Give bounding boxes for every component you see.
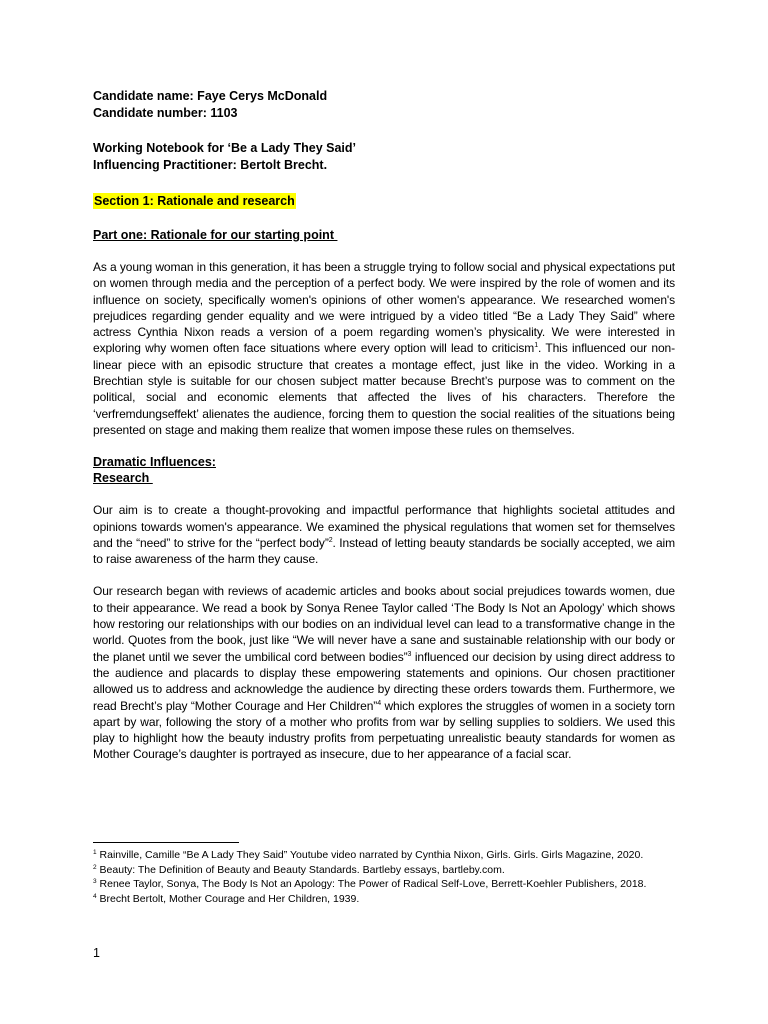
research-paragraph: Our research began with reviews of academic articles and books about social prejudices towards women, due to their appearance. We read a book by Sonya Renee Taylor called ‘The Body Is Not an Apology’ which shows how restoring our relationships with our bodies on an individual level can lead to a transformative change in the world. Quotes from the book, just like “We will never have a sane and sustainable relationship with our body or the planet until we sever the umbilical cord between bodies”$^3$ influenced our decision by using direct address to the audience and placards to display these empowering statements and opinions. Our chosen practitioner allowed us to address and acknowledge the audience by directing these orders towards them. Furthermore, we read Brecht’s play “Mother Courage and Her Children”$^4$ which explores the struggles of women in a society torn apart by war, following the story of a mother who profits from war by selling supplies to soldiers. We used this play to highlight how the beauty industry profits from perpetuating unrealistic beauty standards for women as Mother Courage’s daughter is portrayed as insecure, due to her appearance of a facial scar. (93, 584, 676, 762)
candidate-name: Candidate name: Faye Cerys McDonald (93, 89, 328, 103)
part-one-heading: Part one: Rationale for our starting point (93, 228, 338, 242)
footnote-ref-4: 4 (377, 699, 381, 707)
footnotes (93, 848, 677, 906)
practitioner: Influencing Practitioner: Bertolt Brecht. (93, 158, 328, 172)
page-number: 1 (93, 946, 100, 960)
dramatic-influences-heading: Dramatic Influences: (93, 455, 216, 470)
aim-paragraph: Our aim is to create a thought-provoking and impactful performance that highlights societal attitudes and opinions towards women's appearance. We examined the physical regulations that women set for themselves and the “need” to strive for the “perfect body”$^2$. Instead of letting beauty standards be socially accepted, we aim to raise awareness of the harm they cause. (93, 503, 675, 567)
rationale-paragraph: As a young woman in this generation, it has been a struggle trying to follow social and physical expectations put on women through media and the perception of a perfect body. We were inspired by the role of women and its influence on society, specifically women's opinions of other women's appearance. We researched women's prejudices regarding gender equality and we were intrigued by a video titled “Be a Lady They Said” where actress Cynthia Nixon reads a version of a poem regarding women’s physicality. We were interested in exploring why women often face situations where every option will lead to criticism$^1$. This influenced our non-linear piece with an episodic structure that creates a montage effect, just like in the video. Working in a Brechtian style is suitable for our chosen subject matter because Brecht’s purpose was to comment on the political, social and economic elements that affected the lives of his characters. Therefore the ‘verfremdungseffekt’ alienates the audience, forcing them to question the social realities of the situations being presented on stage and making them realize that women impose these rules on themselves. (93, 260, 676, 437)
footnote-separator (93, 842, 239, 843)
footnote-ref-2: 2 (328, 536, 333, 544)
footnote-ref-3: 3 (407, 650, 412, 658)
footnote-1: $^1$ Rainville, Camille “Be A Lady They Said” Youtube video narrated by Cynthia Nixon, Girls. Girls. Girls Magazine, 2020. (93, 849, 644, 861)
candidate-number: Candidate number: 1103 (93, 106, 238, 120)
footnote-3: $^3$ Renee Taylor, Sonya, The Body Is Not an Apology: The Power of Radical Self-Love, Berrett-Koehler Publishers, 2018. (93, 878, 647, 890)
research-heading: Research (93, 471, 153, 486)
footnote-4: $^4$ Brecht Bertolt, Mother Courage and Her Children, 1939. (93, 892, 360, 905)
notebook-title: Working Notebook for ‘Be a Lady They Said’ (93, 141, 357, 155)
document-page (93, 88, 675, 763)
footnote-2: $^2$ Beauty: The Definition of Beauty and Beauty Standards. Bartleby essays, bartleby.com. (93, 863, 505, 876)
section-title: Section 1: Rationale and research (94, 194, 295, 208)
footnote-ref-1: 1 (534, 342, 538, 350)
